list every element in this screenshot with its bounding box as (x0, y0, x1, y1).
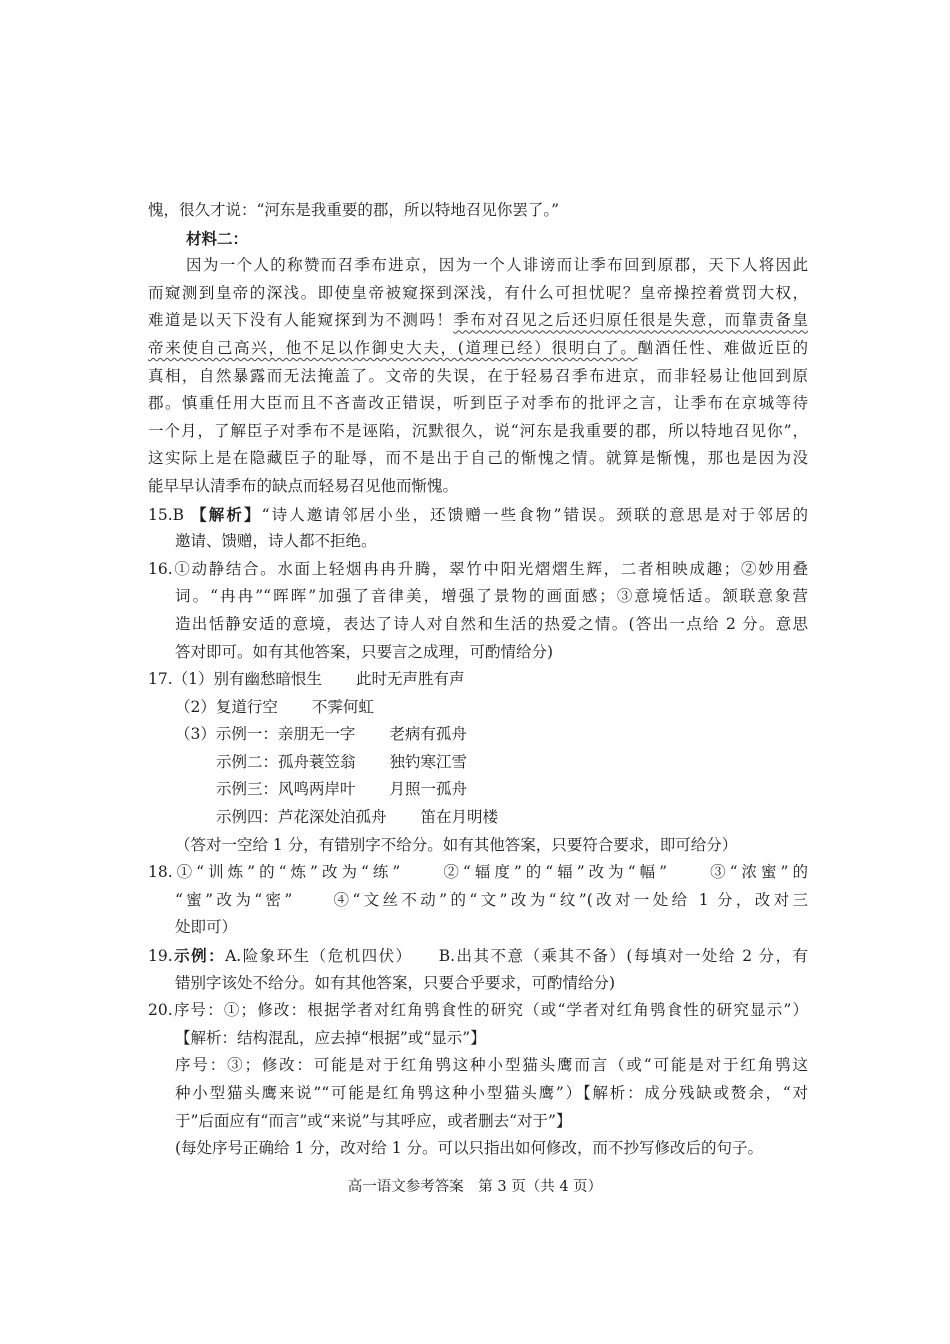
answer-17-1 (148, 666, 808, 694)
text-line: 错别字该处不给分。如有其他答案，只要合乎要求，可酌情给分) (175, 973, 616, 992)
text-line: 【解析：结构混乱，应去掉“根据”或“显示”】 (175, 1028, 486, 1047)
text-segment: 月照一孤舟 (389, 780, 468, 799)
text-segment: 不霁何虹 (311, 697, 374, 716)
text-segment: 难道是以天下没有人能窥探到为不测吗！ (148, 311, 454, 330)
text-segment: 独钓寒江雪 (389, 752, 468, 771)
example-line (148, 804, 808, 832)
analysis-label: 【解析】 (191, 504, 262, 524)
text-line: 邀请、馈赠，诗人都不拒绝。 (175, 532, 377, 551)
text-line: 愧，很久才说：“河东是我重要的郡，所以特地召见你罢了。” (148, 201, 560, 219)
answer-20: 20.序号：①；修改：根据学者对红角鸮食性的研究（或“学者对红角鸮食性的研究显示”） (148, 1001, 808, 1020)
answer-content (148, 197, 808, 1163)
text-segment: 酗酒任性、难做近臣的 (637, 338, 808, 357)
text-line: 处即可） (175, 918, 238, 937)
text-segment: （2）复道行空 (175, 697, 278, 716)
text-segment: 示例四：芦花深处泊孤舟 (216, 808, 387, 827)
text-line: 造出恬静安适的意境，表达了诗人对自然和生活的热爱之情。(答出一点给 2 分。意思 (175, 614, 808, 633)
text-line: （答对一空给 1 分，有错别字不给分。如有其他答案，只要符合要求，即可给分） (175, 835, 738, 854)
text-line: 这实际上是在隐藏臣子的耻辱，而不是出于自己的惭愧之情。就算是惭愧，那也是因为没 (148, 449, 808, 468)
text-line: 于”后面应有“而言”或“来说”与其呼应，或者删去“对于”】 (175, 1111, 572, 1130)
text-segment: 此时无声胜有声 (356, 670, 465, 689)
text-line: 真相，自然暴露而无法掩盖了。文帝的失误，在于轻易召季布进京，而非轻易让他回到原 (148, 366, 808, 385)
text-line: 而窥测到皇帝的深浅。即使皇帝被窥探到深浅，有什么可担忧呢？皇帝操控着赏罚大权， (148, 283, 808, 302)
text-segment: “诗人邀请邻居小坐，还馈赠一些食物”错误。颈联的意思是对于邻居的 (261, 505, 808, 524)
section-heading-material-2: 材料二： (186, 228, 249, 248)
text-line: 词。“冉冉”“晖晖”加强了音律美，增强了景物的画面感；③意境恬适。颔联意象营 (175, 587, 808, 606)
text-line (148, 335, 808, 363)
question-number: 19. (148, 947, 173, 966)
example-label: 示例： (172, 946, 226, 966)
text-segment: A.险象环生（危机四伏） B.出其不意（乘其不备）(每填对一处给 2 分，有 (225, 947, 808, 966)
text-line: 一个月，了解臣子对季布不是诬陷，沉默很久，说“河东是我重要的郡，所以特地召见你”， (148, 421, 808, 440)
answer-18: 18.①“训炼”的“炼”改为“练” ②“辐度”的“辐”改为“幅” ③“浓蜜”的 (148, 863, 808, 882)
text-line: 序号：③；修改：可能是对于红角鸮这种小型猫头鹰而言（或“可能是对于红角鸮这 (175, 1056, 808, 1075)
question-number: 15.B (148, 505, 192, 524)
text-segment: 老病有孤舟 (389, 725, 467, 744)
text-line: 能早早认清季布的缺点而轻易召见他而惭愧。 (148, 476, 459, 495)
text-line: 答对即可。如有其他答案，只要言之成理，可酌情给分) (175, 642, 554, 661)
wavy-underlined-text: 季布对召见之后还归原任很是失意，而靠责备皇 (453, 311, 808, 330)
text-segment: 示例二：孤舟蓑笠翁 (216, 752, 356, 771)
page-footer: 高一语文参考答案 第 3 页（共 4 页） (347, 1179, 603, 1195)
answer-15 (148, 501, 808, 529)
text-segment: 笛在月明楼 (420, 808, 499, 827)
answer-19 (148, 942, 808, 970)
text-line: (每处序号正确给 1 分，改对给 1 分。可以只指出如何修改，而不抄写修改后的句子。 (175, 1139, 763, 1158)
text-line (148, 307, 808, 335)
wavy-underlined-text: 帝来使自己高兴，他不足以作御史大夫，(道理已经）很明白了。 (148, 338, 638, 357)
text-line: 郡。慎重任用大臣而且不吝啬改正错误，听到臣子对季布的批评之言，让季布在京城等待 (148, 394, 808, 413)
text-segment: 示例三：风鸣两岸叶 (216, 780, 356, 799)
example-line (148, 776, 808, 804)
text-segment: 17.（1）别有幽愁暗恨生 (148, 670, 323, 689)
text-line: 种小型猫头鹰来说”“可能是红角鸮这种小型猫头鹰”）【解析：成分残缺或赘余，“对 (175, 1084, 808, 1102)
answer-16: 16.①动静结合。水面上轻烟冉冉升腾，翠竹中阳光熠熠生辉，二者相映成趣；②妙用叠 (148, 559, 808, 578)
text-line: 因为一个人的称赞而召季布进京，因为一个人诽谤而让季布回到原郡，天下人将因此 (186, 256, 808, 275)
example-line (148, 749, 808, 777)
text-segment: （3）示例一：亲朋无一字 (175, 725, 356, 744)
answer-17-3 (148, 721, 808, 749)
answer-17-2 (148, 694, 808, 722)
text-line: “蜜”改为“密” ④“文丝不动”的“文”改为“纹”(改对一处给 1 分，改对三 (175, 890, 808, 909)
